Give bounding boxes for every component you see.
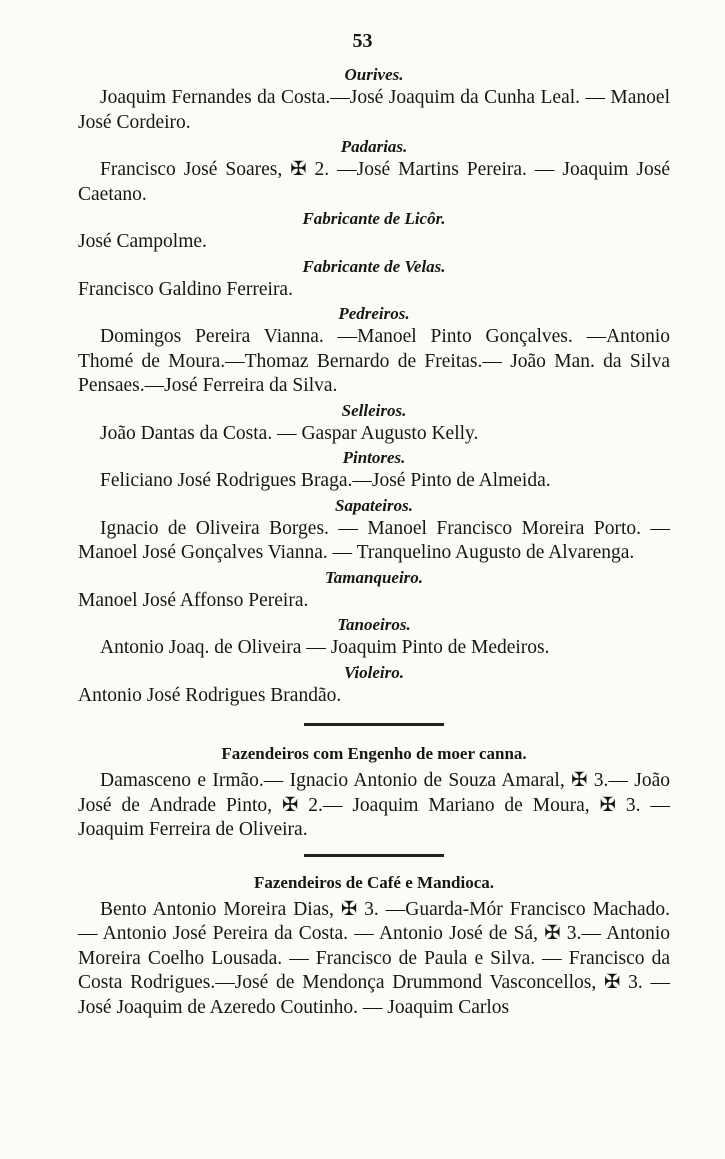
trade-selleiros xyxy=(78,400,670,447)
section-title: Fazendeiros com Engenho de moer canna. xyxy=(221,744,527,763)
trade-velas xyxy=(78,256,670,303)
trade-entry: João Dantas da Costa. — Gaspar Augusto Kelly. xyxy=(100,422,479,444)
trade-heading: Fabricante de Velas. xyxy=(302,256,446,276)
trade-entry: Joaquim Fernandes da Costa.—José Joaquim da Cunha Leal. — Manoel José Cordeiro. xyxy=(78,87,670,133)
trade-heading: Ourives. xyxy=(344,65,404,84)
section-entry: Bento Antonio Moreira Dias, ✠ 3. —Guarda-Mór Francisco Machado. — Antonio José Pereira da Costa. — Antonio José de Sá, ✠ 3.— Antonio Moreira Coelho Lousada. — Francisco de Paula e Silva. — Francisco da Costa Rodrigues.—José de Mendonça Drummond Vasconcellos, ✠ 3. — José Joaquim de Azeredo Coutinho. — Joaquim Carlos xyxy=(78,898,670,1018)
trade-tanoeiros xyxy=(78,614,670,661)
trade-sapateiros xyxy=(78,495,670,566)
trade-entry: Francisco Galdino Ferreira. xyxy=(78,278,293,300)
section-engenho xyxy=(78,742,670,843)
trade-heading: Padarias. xyxy=(340,137,408,156)
section-entry: Damasceno e Irmão.— Ignacio Antonio de Souza Amaral, ✠ 3.— João José de Andrade Pinto, ✠ 2.— Joaquim Mariano de Moura, ✠ 3. — Joaquim Ferreira de Oliveira. xyxy=(78,770,670,840)
trade-heading: Sapateiros. xyxy=(335,495,413,515)
trade-heading: Pedreiros. xyxy=(338,304,410,323)
trade-heading: Tamanqueiro. xyxy=(324,567,424,587)
trade-entry: Domingos Pereira Vianna. —Manoel Pinto Gonçalves. —Antonio Thomé de Moura.—Thomaz Bernardo de Freitas.— João Man. da Silva Pensaes.—José Ferreira da Silva. xyxy=(78,326,670,396)
trade-heading: Fabricante de Licôr. xyxy=(302,209,446,228)
trade-entry: Francisco José Soares, ✠ 2. —José Martins Pereira. — Joaquim José Caetano. xyxy=(78,159,670,205)
section-title: Fazendeiros de Café e Mandioca. xyxy=(253,872,494,892)
trade-entry: Feliciano José Rodrigues Braga.—José Pinto de Almeida. xyxy=(100,470,551,491)
trade-pedreiros xyxy=(78,303,670,399)
trade-pintores xyxy=(78,447,670,494)
trade-violeiro xyxy=(78,662,670,709)
trade-licor xyxy=(78,208,670,255)
page-body xyxy=(78,64,670,1021)
section-cafe xyxy=(78,871,670,1021)
trade-entry: José Campolme. xyxy=(78,231,207,252)
trade-tamanqueiro xyxy=(78,567,670,614)
trade-ourives xyxy=(78,64,670,135)
trade-entry: Manoel José Affonso Pereira. xyxy=(78,589,309,611)
trade-heading: Selleiros. xyxy=(341,400,407,420)
page-number: 53 xyxy=(352,30,373,52)
trade-entry: Antonio Joaq. de Oliveira — Joaquim Pinto de Medeiros. xyxy=(100,637,550,658)
trade-entry: Ignacio de Oliveira Borges. — Manoel Francisco Moreira Porto. — Manoel José Gonçalves Vianna. — Tranquelino Augusto de Alvarenga. xyxy=(78,517,670,563)
trade-heading: Pintores. xyxy=(342,448,406,467)
trade-padarias xyxy=(78,136,670,207)
trade-heading: Tanoeiros. xyxy=(337,615,411,634)
trade-heading: Violeiro. xyxy=(344,662,404,682)
trade-entry: Antonio José Rodrigues Brandão. xyxy=(78,684,342,706)
